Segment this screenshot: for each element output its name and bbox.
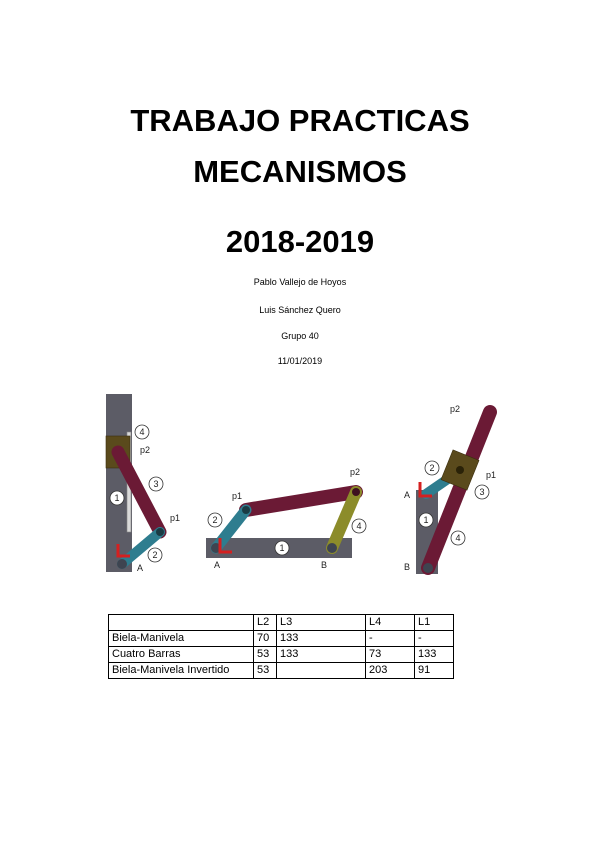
label-B: B (404, 562, 411, 572)
label-3: 3 (479, 487, 485, 497)
academic-year: 2018-2019 (225, 224, 375, 259)
table-row (109, 647, 454, 663)
header-cell: L1 (415, 615, 454, 631)
table-cell: 133 (277, 631, 366, 647)
table-cell: Biela-Manivela Invertido (109, 663, 254, 679)
label-1: 1 (279, 543, 285, 553)
author-1: Pablo Vallejo de Hoyos (253, 277, 347, 287)
label-p2: p2 (140, 445, 151, 455)
author-2: Luis Sánchez Quero (259, 305, 341, 315)
label-1: 1 (423, 515, 429, 525)
label-p2: p2 (450, 404, 461, 414)
table-cell (277, 663, 366, 679)
header-cell (109, 615, 254, 631)
label-p1: p1 (486, 470, 497, 480)
label-4: 4 (455, 533, 461, 543)
table-cell: 73 (366, 647, 415, 663)
table-cell: 133 (277, 647, 366, 663)
table-cell: Biela-Manivela (109, 631, 254, 647)
label-A: A (404, 490, 411, 500)
document-date: 11/01/2019 (277, 356, 323, 366)
coupler-link (246, 492, 356, 510)
label-p2: p2 (350, 467, 361, 477)
four-bar-figure (200, 460, 380, 572)
label-2: 2 (212, 515, 218, 525)
document-title-line-2: MECANISMOS (193, 154, 407, 189)
document-title-line-1: TRABAJO PRACTICAS (130, 103, 470, 138)
table-cell: 53 (254, 647, 277, 663)
label-4: 4 (356, 521, 362, 531)
table-cell: - (415, 631, 454, 647)
slider-crank-figure (100, 392, 196, 576)
label-4: 4 (139, 427, 145, 437)
header-cell: L3 (277, 615, 366, 631)
label-p1: p1 (232, 491, 243, 501)
header-cell: L2 (254, 615, 277, 631)
table-cell: 70 (254, 631, 277, 647)
table-cell: 133 (415, 647, 454, 663)
table-cell: - (366, 631, 415, 647)
label-A: A (214, 560, 221, 570)
label-p1: p1 (170, 513, 181, 523)
table-row (109, 663, 454, 679)
label-2: 2 (152, 550, 158, 560)
link-lengths-table (108, 614, 454, 679)
table-cell: 53 (254, 663, 277, 679)
table-row (109, 631, 454, 647)
group-number: Grupo 40 (281, 331, 319, 341)
label-A: A (137, 563, 144, 573)
label-2: 2 (429, 463, 435, 473)
table-cell: Cuatro Barras (109, 647, 254, 663)
label-B: B (321, 560, 328, 570)
table-cell: 203 (366, 663, 415, 679)
label-3: 3 (153, 479, 159, 489)
table-cell: 91 (415, 663, 454, 679)
label-1: 1 (114, 493, 120, 503)
inverted-slider-crank-figure (398, 398, 508, 580)
header-cell: L4 (366, 615, 415, 631)
table-header-row (109, 615, 454, 631)
